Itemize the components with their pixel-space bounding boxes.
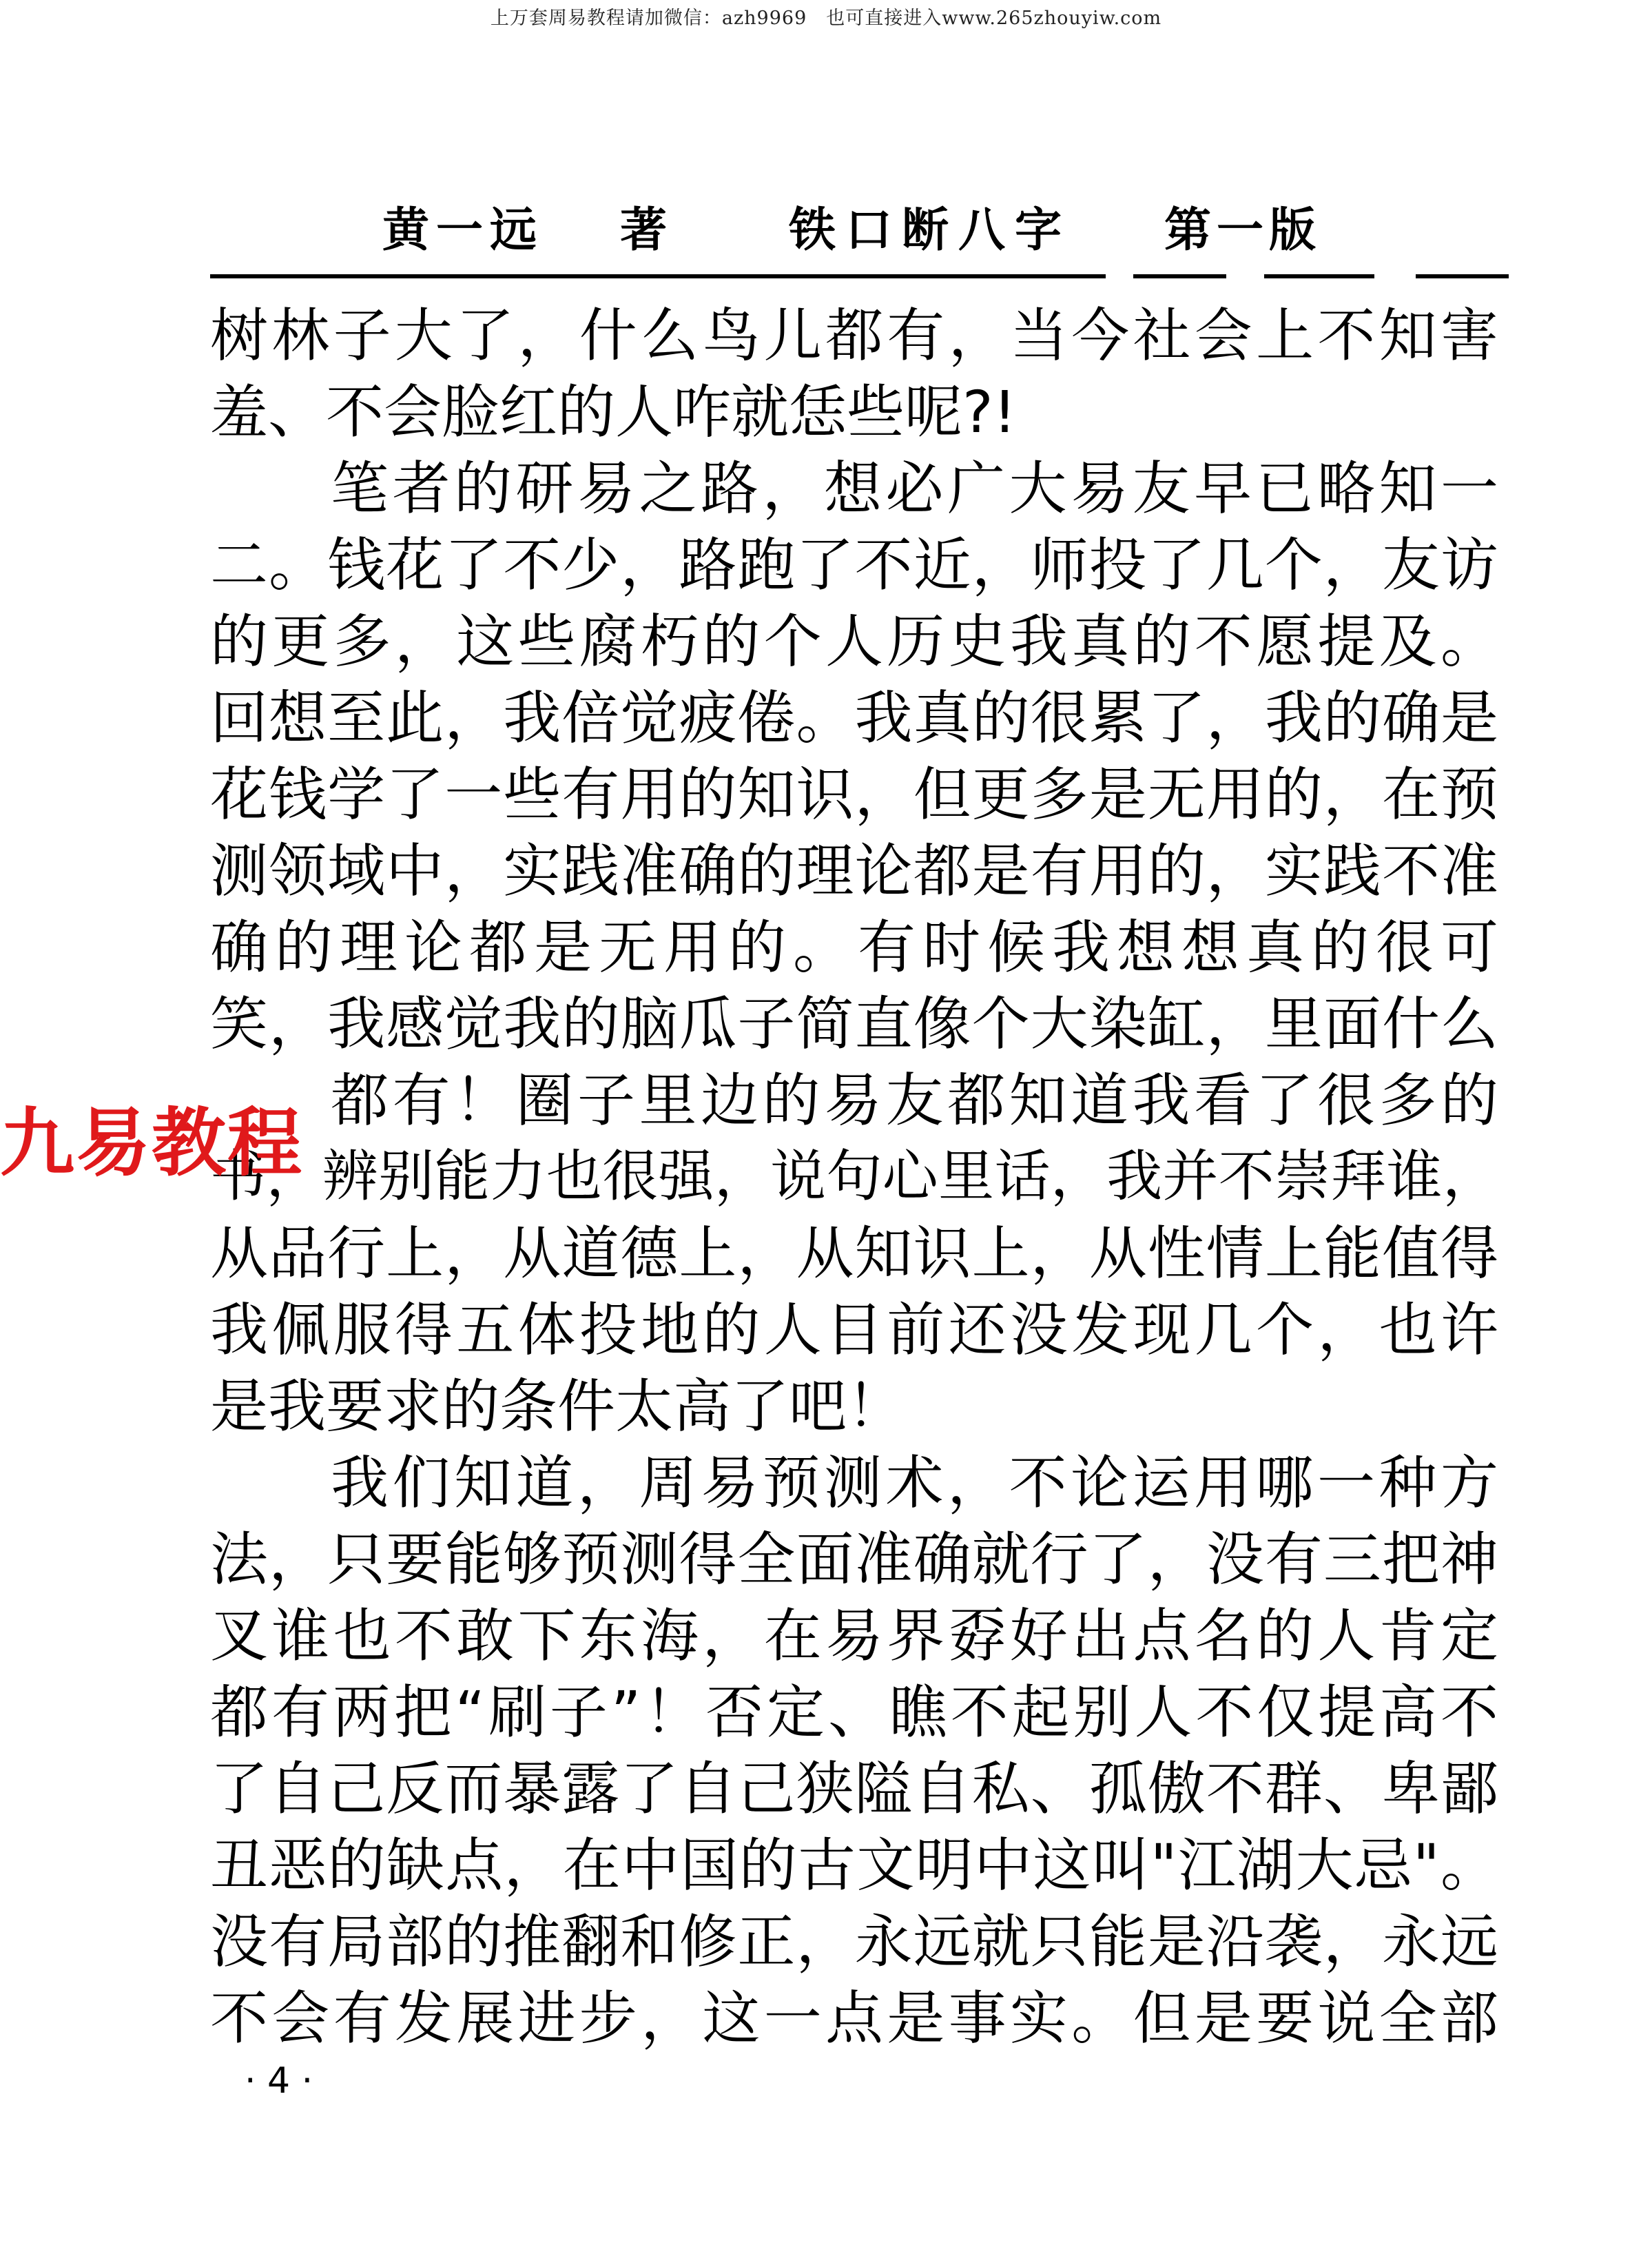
- text-line: 法，只要能够预测得全面准确就行了，没有三把神: [210, 1526, 1498, 1593]
- text-line: 书，辨别能力也很强，说句心里话，我并不崇拜谁，: [210, 1145, 1498, 1209]
- top-banner: 上万套周易教程请加微信：azh9969 也可直接进入www.265zhouyiw.com: [490, 8, 1162, 29]
- text-line: 从品行上，从道德上，从知识上，从性情上能值得: [210, 1220, 1498, 1287]
- text-line: 笑，我感觉我的脑瓜子简直像个大染缸，里面什么: [210, 990, 1498, 1058]
- text-line: 确的理论都是无用的。有时候我想想真的很可: [210, 914, 1498, 981]
- text-line: 树林子大了，什么鸟儿都有，当今社会上不知害: [210, 302, 1498, 369]
- text-line: 都有！圈子里边的易友都知道我看了很多的: [331, 1067, 1498, 1134]
- text-line: 羞、不会脸红的人咋就恁些呢?!: [210, 378, 1017, 446]
- text-line: 都有两把“刷子”！否定、瞧不起别人不仅提高不: [210, 1679, 1498, 1746]
- header-rule-gap: [1106, 273, 1133, 280]
- header-rule-gap: [1226, 273, 1264, 280]
- text-line: 花钱学了一些有用的知识，但更多是无用的，在预: [210, 761, 1498, 828]
- header-author: 黄一远: [382, 203, 544, 258]
- text-line: 没有局部的推翻和修正，永远就只能是沿袭，永远: [210, 1908, 1498, 1976]
- header-rule-gap: [1374, 273, 1416, 280]
- text-line: 不会有发展进步，这一点是事实。但是要说全部: [210, 1985, 1498, 2052]
- text-line: 的更多，这些腐朽的个人历史我真的不愿提及。: [210, 608, 1498, 675]
- page-number: · 4 ·: [245, 2060, 313, 2102]
- text-line: 叉谁也不敢下东海，在易界孬好出点名的人肯定: [210, 1602, 1498, 1670]
- header-author-marker: 著: [620, 203, 668, 258]
- text-line: 测领域中，实践准确的理论都是有用的，实践不准: [210, 837, 1498, 905]
- body-text: [210, 298, 1498, 2057]
- header-edition: 第一版: [1164, 203, 1322, 258]
- text-line: 笔者的研易之路，想必广大易友早已略知一: [331, 455, 1498, 522]
- text-line: 是我要求的条件太高了吧！: [210, 1373, 905, 1440]
- text-line: 丑恶的缺点，在中国的古文明中这叫"江湖大忌"。: [210, 1832, 1498, 1899]
- running-header: [210, 200, 1505, 262]
- header-rule: [210, 274, 1509, 278]
- text-line: 我们知道，周易预测术，不论运用哪一种方: [331, 1449, 1498, 1517]
- text-line: 二。钱花了不少，路跑了不近，师投了几个，友访: [210, 531, 1498, 599]
- text-line: 我佩服得五体投地的人目前还没发现几个，也许: [210, 1296, 1498, 1364]
- text-line: 了自己反而暴露了自己狭隘自私、孤傲不群、卑鄙: [210, 1755, 1498, 1823]
- text-line: 回想至此，我倍觉疲倦。我真的很累了，我的确是: [210, 684, 1498, 752]
- header-book-title: 铁口断八字: [789, 203, 1072, 258]
- watermark-logo: 九易教程: [0, 1100, 304, 1187]
